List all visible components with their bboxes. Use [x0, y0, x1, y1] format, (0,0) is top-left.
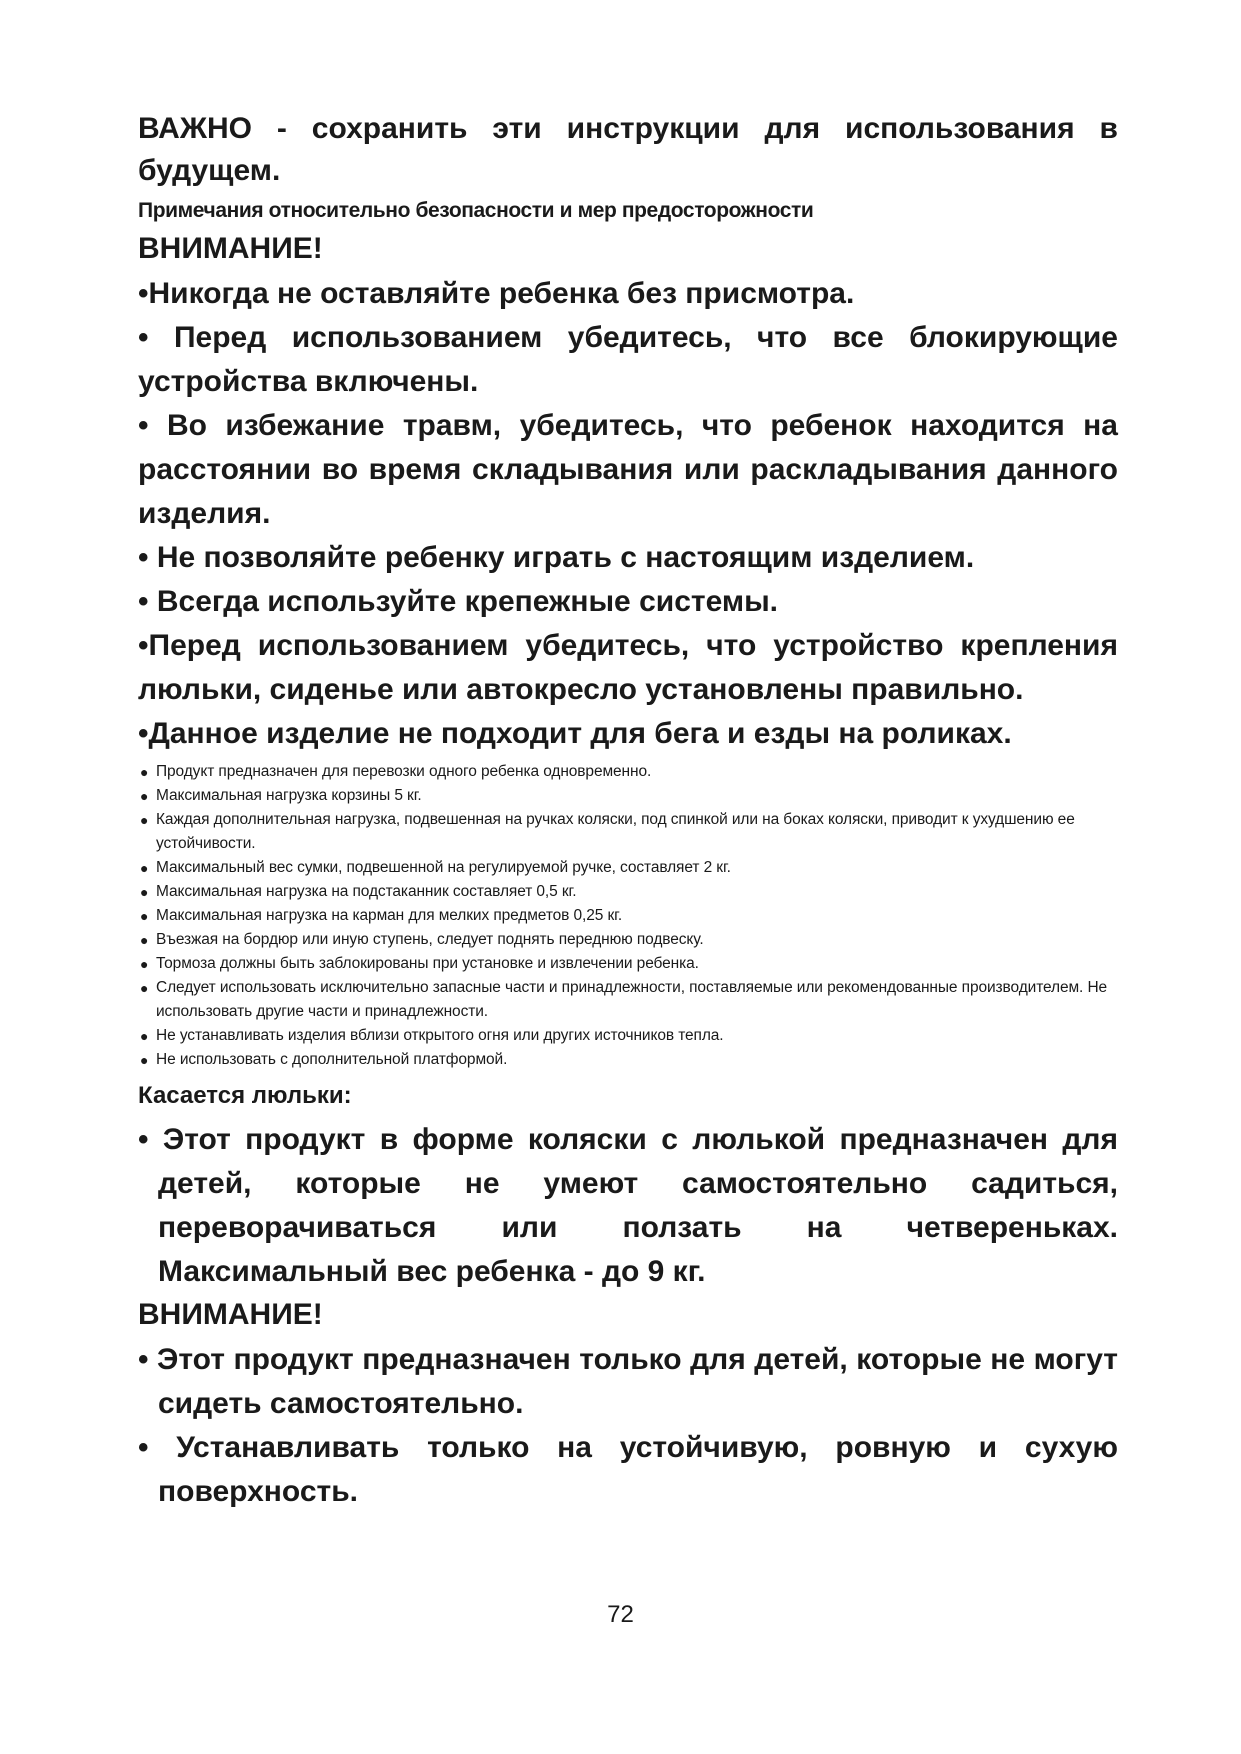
bullet-icon: ● — [140, 812, 149, 828]
list-item — [138, 976, 1118, 1024]
list-item — [138, 808, 1118, 856]
bullet-icon: ● — [140, 980, 149, 996]
list-item: • Этот продукт предназначен только для детей, которые не могут сидеть самостоятельно. — [138, 1343, 1118, 1420]
page-number: 72 — [607, 1601, 634, 1628]
note-text: Не устанавливать изделия вблизи открытого огня или других источников тепла. — [156, 1027, 724, 1044]
bullet-icon: ● — [140, 1028, 149, 1044]
note-text: Не использовать с дополнительной платформой. — [156, 1051, 508, 1068]
bullet-icon: ● — [140, 860, 149, 876]
bassinet-list — [138, 1118, 1118, 1294]
document-page — [138, 108, 1118, 1514]
safety-subtitle: Примечания относительно безопасности и мер предосторожности — [138, 199, 814, 222]
list-item: •Данное изделие не подходит для бега и езды на роликах. — [138, 717, 1012, 750]
list-item: •Перед использованием убедитесь, что устройство крепления люльки, сиденье или автокресло установлены правильно. — [138, 629, 1118, 706]
note-text: Продукт предназначен для перевозки одного ребенка одновременно. — [156, 763, 652, 780]
list-item — [138, 952, 1118, 976]
list-item — [138, 1024, 1118, 1048]
list-item: • Устанавливать только на устойчивую, ровную и сухую поверхность. — [138, 1431, 1118, 1508]
list-item — [138, 1048, 1118, 1072]
note-text: Максимальный вес сумки, подвешенной на регулируемой ручке, составляет 2 кг. — [156, 859, 731, 876]
note-text: Тормоза должны быть заблокированы при установке и извлечении ребенка. — [156, 955, 699, 972]
bullet-icon: ● — [140, 932, 149, 948]
list-item: • Во избежание травм, убедитесь, что ребенок находится на расстоянии во время складывания или раскладывания данного изделия. — [138, 409, 1118, 530]
note-text: Въезжая на бордюр или иную ступень, следует поднять переднюю подвеску. — [156, 931, 704, 948]
note-text: Максимальная нагрузка на карман для мелких предметов 0,25 кг. — [156, 907, 623, 924]
note-text: Следует использовать исключительно запасные части и принадлежности, поставляемые или рекомендованные производителем. Не использовать другие части и принадлежности. — [156, 979, 1108, 1020]
bullet-icon: ● — [140, 956, 149, 972]
main-warnings-list — [138, 272, 1118, 756]
list-item: •Никогда не оставляйте ребенка без присмотра. — [138, 277, 855, 310]
list-item — [138, 880, 1118, 904]
list-item — [138, 760, 1118, 784]
page-title: ВАЖНО - сохранить эти инструкции для использования в будущем. — [138, 112, 1118, 187]
list-item — [138, 928, 1118, 952]
bullet-icon: ● — [140, 908, 149, 924]
warning-label: ВНИМАНИЕ! — [138, 232, 323, 265]
list-item: • Всегда используйте крепежные системы. — [138, 585, 779, 618]
list-item: • Не позволяйте ребенку играть с настоящим изделием. — [138, 541, 975, 574]
note-text: Максимальная нагрузка на подстаканник составляет 0,5 кг. — [156, 883, 577, 900]
list-item — [138, 856, 1118, 880]
list-item: • Этот продукт в форме коляски с люлькой предназначен для детей, которые не умеют самостоятельно садиться, переворачиваться или ползать на четвереньках. Максимальный вес ребенка - до 9 кг. — [138, 1123, 1118, 1288]
small-notes-list — [138, 760, 1118, 1072]
list-item — [138, 904, 1118, 928]
note-text: Максимальная нагрузка корзины 5 кг. — [156, 787, 422, 804]
list-item — [138, 784, 1118, 808]
bassinet-heading: Касается люльки: — [138, 1082, 352, 1109]
bullet-icon: ● — [140, 1052, 149, 1068]
bullet-icon: ● — [140, 788, 149, 804]
bassinet-warnings-list — [138, 1338, 1118, 1514]
note-text: Каждая дополнительная нагрузка, подвешенная на ручках коляски, под спинкой или на боках коляски, приводит к ухудшению ее устойчивости. — [156, 811, 1075, 852]
list-item: • Перед использованием убедитесь, что все блокирующие устройства включены. — [138, 321, 1118, 398]
bullet-icon: ● — [140, 764, 149, 780]
bassinet-warning-label: ВНИМАНИЕ! — [138, 1298, 323, 1331]
bullet-icon: ● — [140, 884, 149, 900]
